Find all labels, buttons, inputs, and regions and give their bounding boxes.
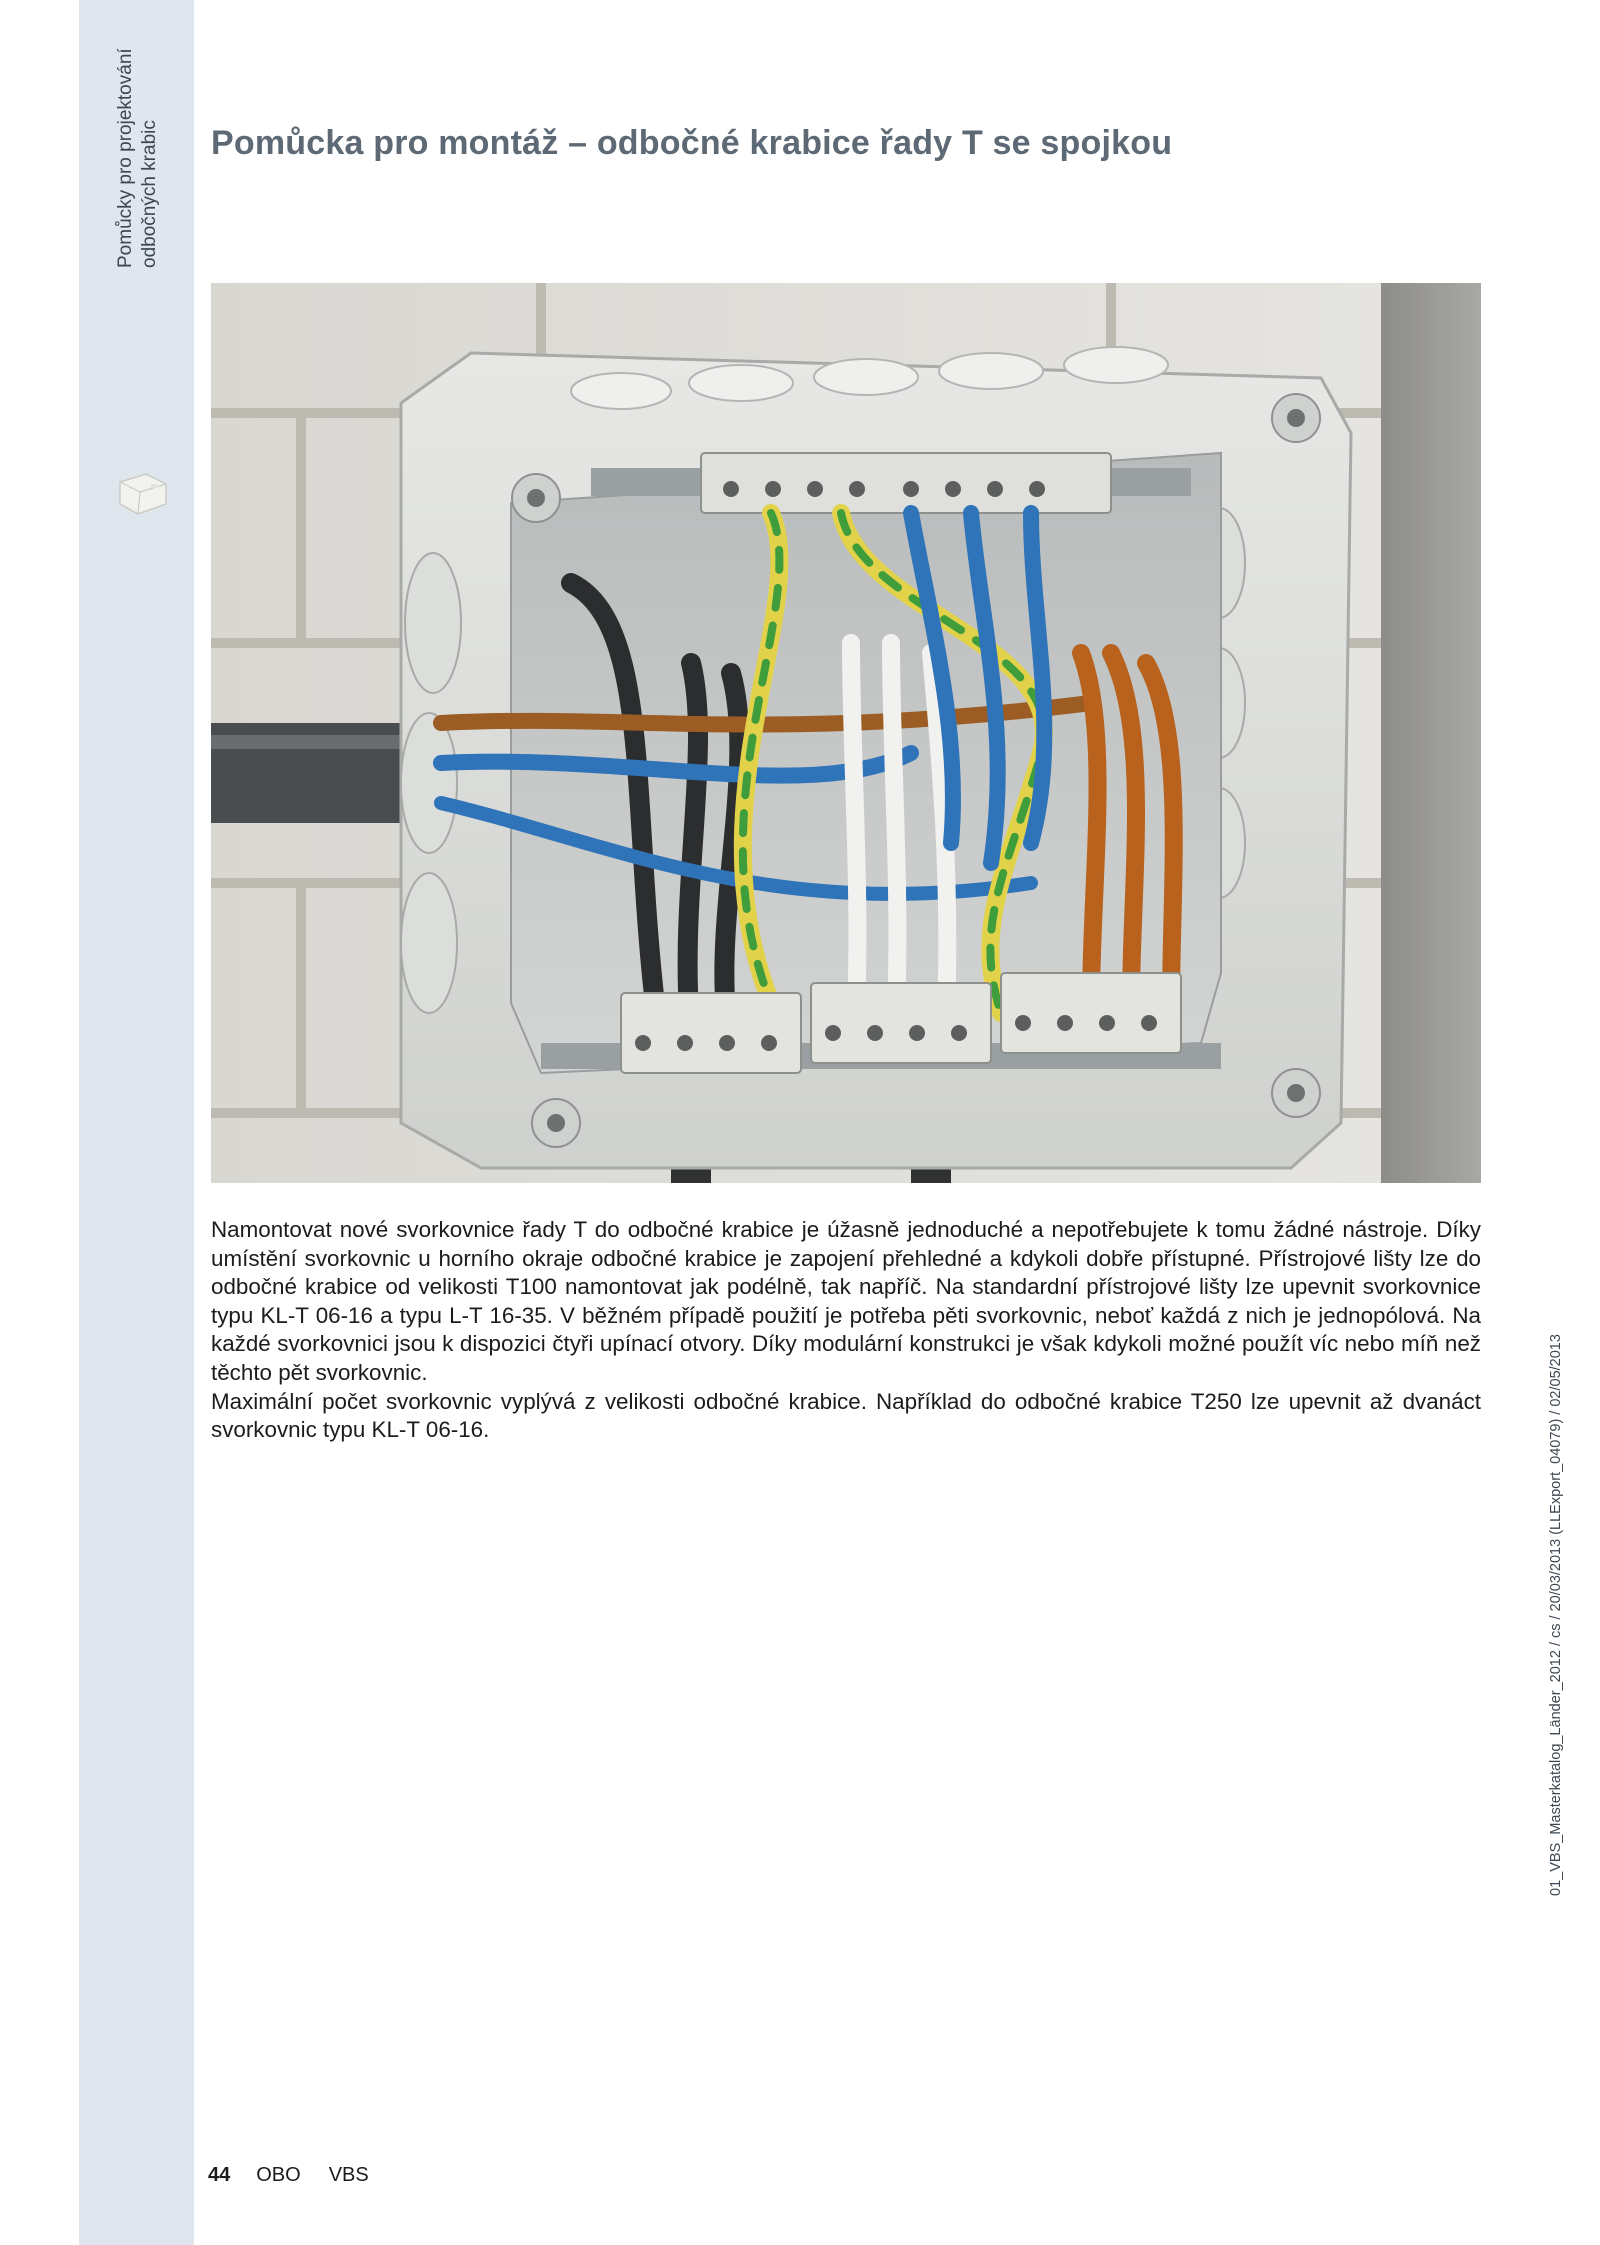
sidebar	[79, 0, 194, 2245]
brand-name: OBO	[256, 2164, 301, 2186]
sidebar-label-line1: Pomůcky pro projektování	[115, 48, 136, 268]
catalog-code-text: 01_VBS_Masterkatalog_Länder_2012 / cs / 20/03/2013 (LLExport_04079) / 02/05/2013	[1548, 1334, 1564, 1896]
body-text	[211, 1216, 1481, 1445]
paragraph-1: Namontovat nové svorkovnice řady T do odbočné krabice je úžasně jednoduché a nepotřebujete k tomu žádné nástroje. Díky umístění svorkovnic u horního okraje odbočné krabice je zapojení přehledné a kdykoli dobře přístupné. Přístrojové lišty lze do odbočné krabice od velikosti T100 namontovat jak podélně, tak napříč. Na standardní přístrojové lišty lze upevnit svorkovnice typu KL-T 06-16 a typu L-T 16-35. V běžném případě použití je potřeba pěti svorkovnic, neboť každá z nich je jednopólová. Na každé svorkovnici jsou k dispozici čtyři upínací otvory. Díky modulární konstrukci je však kdykoli možné použít víc nebo míň než těchto pět svorkovnic.	[211, 1217, 1481, 1385]
page-title: Pomůcka pro montáž – odbočné krabice řady T se spojkou	[211, 124, 1173, 162]
junction-box-photo	[211, 283, 1481, 1183]
page-number: 44	[208, 2164, 231, 2186]
sidebar-label-line2: odbočných krabic	[139, 120, 160, 268]
sidebar-section-label	[114, 8, 162, 268]
paragraph-2: Maximální počet svorkovnic vyplývá z velikosti odbočné krabice. Například do odbočné krabice T250 lze upevnit až dvanáct svorkovnic typu KL-T 06-16.	[211, 1388, 1481, 1443]
section-name: VBS	[328, 2164, 369, 2186]
junction-box-icon	[116, 468, 170, 518]
footer	[208, 2164, 369, 2187]
